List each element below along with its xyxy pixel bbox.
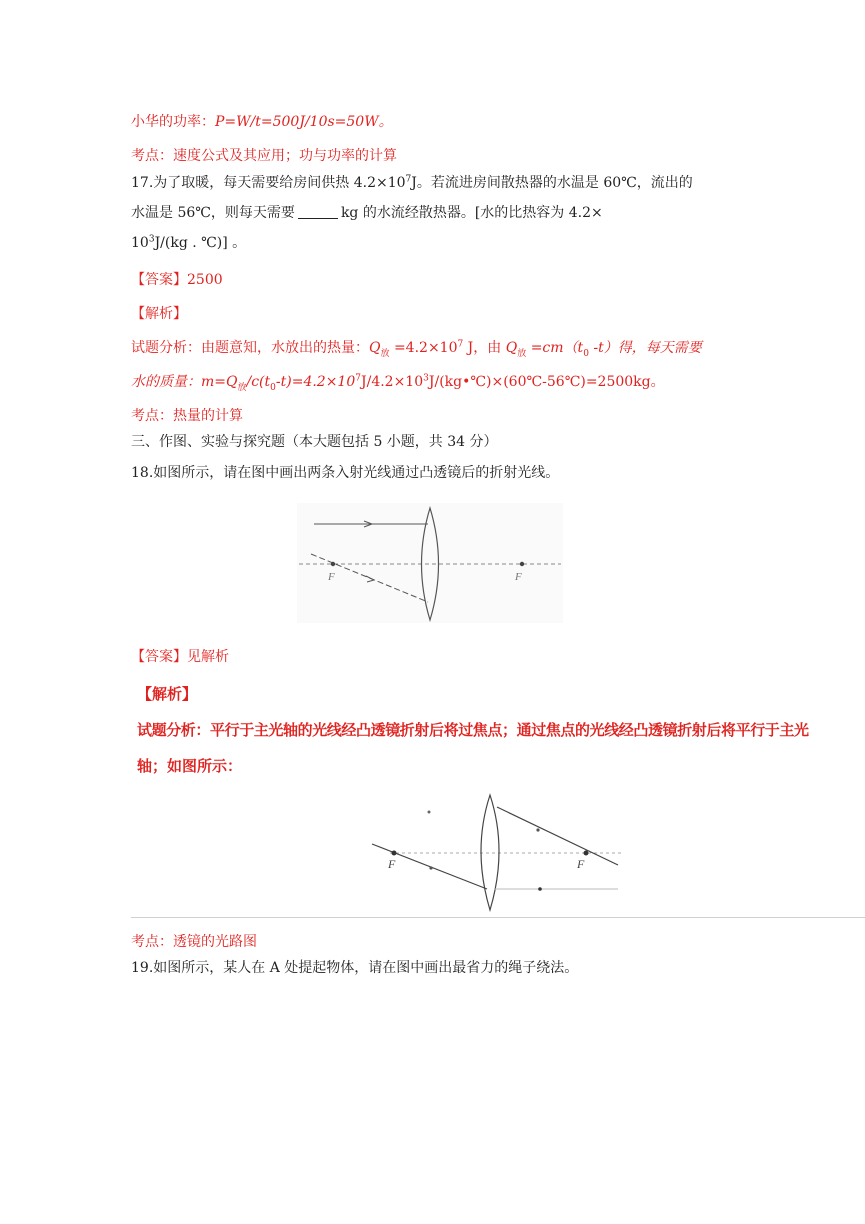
answer-blank <box>298 204 338 219</box>
a17-l2-exp2: 3 <box>423 373 429 384</box>
focal-point-left <box>392 851 397 856</box>
focal-label-left: F <box>328 571 335 583</box>
analysis-18-line-1: 试题分析：平行于主光轴的光线经凸透镜折射后将过焦点；通过焦点的光线经凸透镜折射后将平行于主光 <box>137 721 809 739</box>
stray-dot <box>428 811 431 814</box>
focal-label-right: F <box>577 857 585 871</box>
lens-question-figure <box>297 503 563 623</box>
analysis-17-line-2 <box>131 372 665 392</box>
power-result-line <box>131 112 393 132</box>
a17-l2-a: 水的质量：m=Q <box>131 374 238 390</box>
a17-l1-t-sub: 0 <box>583 348 589 359</box>
a17-l2-d: J/4.2×10 <box>360 374 424 390</box>
divider-line <box>131 917 865 918</box>
a17-l2-b: /c(t <box>246 374 271 390</box>
a17-l1-q2-sub: 放 <box>517 348 527 359</box>
a17-l2-exp1: 7 <box>355 373 361 384</box>
q17-text-f: J/(kg . ℃)] 。 <box>154 235 247 251</box>
analysis-18-label: 【解析】 <box>137 685 198 703</box>
question-17-line-1 <box>131 173 693 193</box>
a17-l2-e: J/(kg•℃)×(60℃-56℃)=2500kg。 <box>428 374 665 390</box>
analysis-18-line-2: 轴；如图所示： <box>137 757 243 775</box>
lens-answer-figure <box>360 790 630 915</box>
a17-l1-b: =4.2×10 <box>389 340 458 356</box>
a17-l2-sub2: 0 <box>270 382 276 393</box>
a17-l2-c: -t)=4.2×10 <box>275 374 356 390</box>
answer-18: 【答案】见解析 <box>131 649 229 665</box>
q17-exp-2: 3 <box>148 234 155 245</box>
power-prefix: 小华的功率： <box>131 114 215 130</box>
ray-marker <box>538 887 542 891</box>
question-17-line-2 <box>131 203 603 223</box>
refracted-ray-through-focus <box>497 807 618 865</box>
focal-point-right <box>520 562 524 566</box>
q17-text-e: 10 <box>131 235 149 251</box>
q17-text-d: kg 的水流经散热器。[水的比热容为 4.2× <box>340 205 603 221</box>
analysis-17-line-1 <box>131 338 702 358</box>
a17-l2-sub1: 放 <box>237 382 247 393</box>
q17-text-c: 水温是 56℃，则每天需要 <box>131 205 295 221</box>
focal-label-right: F <box>515 571 522 583</box>
analysis-17-label: 【解析】 <box>131 306 187 322</box>
a17-l1-d: =cm（t <box>526 340 584 356</box>
a17-l1-a: 试题分析：由题意知，水放出的热量： <box>131 340 369 356</box>
q17-exp: 7 <box>405 174 412 185</box>
focal-point-left <box>331 562 335 566</box>
question-19: 19.如图所示，某人在 A 处提起物体，请在图中画出最省力的绳子绕法。 <box>131 960 579 976</box>
section-3-heading: 三、作图、实验与探究题（本大题包括 5 小题，共 34 分） <box>131 434 498 450</box>
focal-label-left: F <box>388 857 396 871</box>
convex-lens <box>481 795 499 910</box>
focal-point-right <box>584 851 589 856</box>
a17-l1-q1: Q <box>369 340 381 356</box>
question-17-line-3 <box>131 233 246 253</box>
q17-text-b: J。若流进房间散热器的水温是 60℃，流出的 <box>411 175 693 191</box>
a17-l1-c: J，由 <box>463 340 506 356</box>
q17-text-a: 17.为了取暖，每天需要给房间供热 4.2×10 <box>131 175 406 191</box>
a17-l1-exp: 7 <box>457 339 464 350</box>
answer-17: 【答案】2500 <box>131 272 223 288</box>
a17-l1-q1-sub: 放 <box>380 348 390 359</box>
ray-marker <box>429 866 432 869</box>
kaodian-1: 考点：速度公式及其应用；功与功率的计算 <box>131 148 397 164</box>
question-18: 18.如图所示，请在图中画出两条入射光线通过凸透镜后的折射光线。 <box>131 465 560 481</box>
a17-l1-q2: Q <box>505 340 518 356</box>
kaodian-3: 考点：透镜的光路图 <box>131 934 257 950</box>
kaodian-2: 考点：热量的计算 <box>131 408 243 424</box>
power-formula: P=W/t=500J/10s=50W。 <box>215 114 393 130</box>
ray-marker <box>536 828 539 831</box>
a17-l1-e: -t）得，每天需要 <box>588 340 702 356</box>
